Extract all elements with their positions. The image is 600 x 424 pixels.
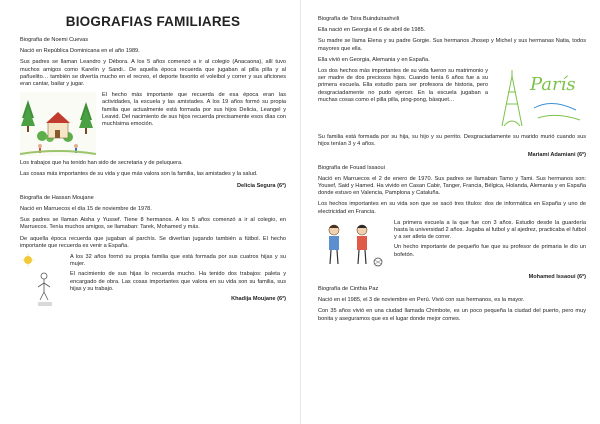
paragraph: El hecho más importante que recuerda de esa época eran las actividades, la escuela y las amistades. A los 19 años formó su propia familia que actualmente está formada por sus hijos Delicia, Leangel y Leavid. Del nacimiento de sus hijos recuerda precisamente esos días con muchísima emoción. — [102, 92, 286, 128]
paragraph: A los 32 años formó su propia familia que está formada por sus cuatros hijas y su mujer. — [70, 254, 286, 268]
biography-heading-tsira: Biografía de Tsira Buinduirashvili — [318, 16, 400, 22]
paragraph: El nacimiento de sus hijas lo recuerda mucho. Ha tenido dos trabajos: paleta y encargado de obra. Las cosas importantes que valora en su vida son su familia, sus hijas y su trabajo. — [70, 271, 286, 292]
paragraph: Ella nació en Georgia el 6 de abril de 1985. — [318, 27, 426, 34]
document-title: BIOGRAFIAS FAMILIARES — [65, 14, 241, 29]
paragraph: Su madre se llama Elena y su padre Gorgie. Sus hermanos Jhosep y Michel y sus hermanas Natia, todos mayores que ella. — [318, 38, 586, 52]
paragraph: Los dos hechos más importantes de su vida fueron su matrimonio y ser madre de dos preciosos hijos. Cuando tenía 6 años fue a su primera escuela. Ella estudio para ser profesora de historia, pero desgraciadamente no pudo ejercer. En la escuela jugaban a muchas cosas como el pilla pilla, ping-pong, básquet… — [318, 68, 488, 103]
paragraph: Las cosas más importantes de su vida y que más valora son la familia, las amistades y la salud. — [20, 171, 258, 178]
paris-drawing-illustration — [494, 68, 586, 130]
author-signature: Khadija Moujane (6ª) — [231, 296, 286, 303]
paragraph: Con 35 años vivió en una ciudad llamada Chimbote, es un poco pequeña la ciudad del puerto, pero muy bonita y aseguramos que es el lugar donde mejor comes. — [318, 308, 586, 322]
paragraph: Sus padres se llaman Leandro y Débora. A los 5 años comenzó a ir al colegio (Anacaona), allí tuvo muchos amigos como Karelin y Sandi.. De aquella época recuerda que jugaban al pilla pilla y al pañuelito… también se divertía mucho en el recreo, el deporte favorito el voleibol y correr y sus aficiones eran cantar, bailar y jugar. — [20, 59, 286, 88]
children-drawing-illustration — [318, 220, 388, 270]
tsira-drawing-row — [318, 68, 586, 130]
noemi-drawing-row — [20, 92, 286, 156]
fouad-drawing-row — [318, 220, 586, 270]
author-signature: Mariami Adamiani (6ª) — [527, 152, 586, 159]
paragraph: La primera escuela a la que fue con 3 años. Estudio desde la guardería hasta la universidad 2 años. Jugaba al futbol y al ajedrez, practicaba el futbol y a ser atleta de correr. — [394, 219, 586, 241]
biography-heading-hassan: Biografía de Hassan Moujane — [20, 194, 94, 201]
paragraph: Los hechos importantes en su vida son que se sacó tres títulos: dos de informática en España y uno de electricidad en Francia. — [318, 201, 586, 215]
author-signature: Delicia Segura (6ª) — [236, 182, 286, 189]
biography-heading-noemi: Biografia de Noemi Cuevas — [20, 37, 89, 43]
paragraph: De aquella época recuerda que jugaban al parchís. Se divertían jugando también a fútbol. El hecho importante que recuerda es venir a España. — [20, 235, 286, 249]
paragraph: Sus padres se llaman Aisha y Yussef. Tiene 8 hermanos. A los 5 años comenzó a ir al colegio, en Marruecos. Tenía muchos amigos, se llamaban: Tarek, Mohamed y más. — [20, 217, 286, 231]
biography-heading-cinthia: Biografía de Cinthia Paz — [318, 286, 379, 293]
paragraph: Nació en el 1985, el 3 de noviembre en Perú. Vivió con sus hermanos, es la mayor. — [318, 297, 525, 304]
paragraph: Ella vivió en Georgia, Alemania y en España. — [318, 56, 430, 63]
right-page — [300, 0, 600, 424]
paragraph: Nació en República Dominicana en el año 1989. — [20, 48, 140, 55]
author-signature: Mohamed Issaoui (6ª) — [528, 273, 586, 280]
paragraph: Nació en Marruecos el 2 de enero de 1970. Sus padres se llamaban Tamo y Tami. Sus hermanos son: Yousef, Said y Hamed. Ha vivido en Casan Cabir, Tanger, Francia, Bélgica, Holanda, Alemania y en España donde estuvo en Valencia, Pamplona y Cataluña. — [318, 175, 586, 197]
figure-drawing-illustration — [20, 254, 64, 312]
biography-heading-fouad: Biografía de Fouad Issaoui — [318, 164, 385, 171]
paragraph: Su familia está formada por su hija, su hijo y su perrito. Desgraciadamente su marido murió cuando sus hijos tenían 3 y 4 años. — [318, 134, 586, 148]
paragraph: Un hecho importante de pequeño fue que su profesor de primaria le dio un bofetón. — [394, 244, 586, 258]
paragraph: Nació en Marruecos el día 15 de noviembre de 1978. — [20, 206, 152, 213]
hassan-drawing-row — [20, 254, 286, 312]
paris-handwriting: París — [530, 74, 576, 96]
school-drawing-illustration — [20, 92, 96, 156]
paragraph: Los trabajos que ha tenido han sido de secretaria y de peluquera. — [20, 160, 183, 167]
